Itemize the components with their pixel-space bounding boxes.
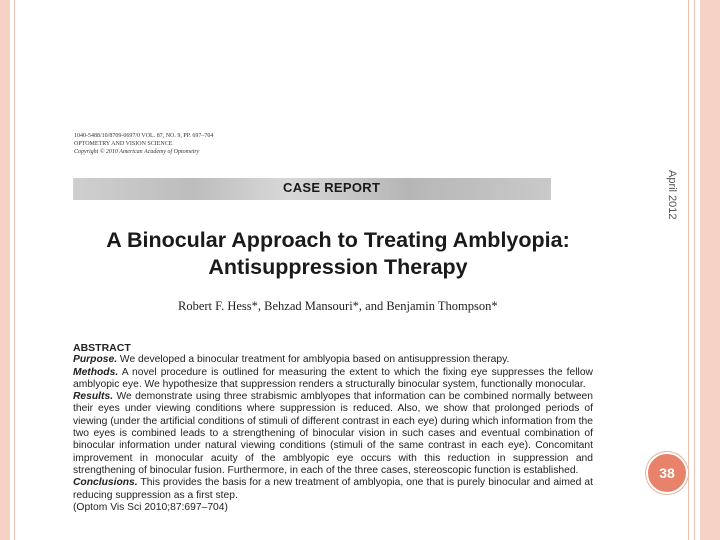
left-border-line: [14, 0, 15, 540]
copyright-line: Copyright © 2010 American Academy of Optometry: [74, 149, 200, 155]
right-border-band: [700, 0, 720, 540]
paper-title: [78, 227, 598, 281]
left-border-band: [0, 0, 10, 540]
abstract-citation: (Optom Vis Sci 2010;87:697–704): [73, 501, 228, 513]
methods-text: A novel procedure is outlined for measuring the extent to which the fixing eye suppresses the fellow amblyopic eye. We hypothesize that suppression renders a structurally binocular system, functionally monocular.: [73, 366, 593, 390]
abstract-purpose: [73, 354, 593, 366]
right-border-line: [688, 0, 689, 540]
author-list: Robert F. Hess*, Behzad Mansouri*, and Benjamin Thompson*: [178, 299, 498, 313]
purpose-label: Purpose.: [73, 354, 118, 366]
purpose-text: We developed a binocular treatment for amblyopia based on antisuppression therapy.: [117, 354, 510, 366]
results-label: Results.: [73, 391, 114, 403]
page-number-badge: 38: [646, 452, 688, 494]
conclusions-text: This provides the basis for a new treatment of amblyopia, one that is purely binocular and aimed at reducing suppression as a first step.: [73, 477, 593, 501]
slide-date: April 2012: [666, 170, 678, 220]
conclusions-label: Conclusions.: [73, 477, 138, 489]
abstract-conclusions: [73, 477, 593, 502]
title-line: A Binocular Approach to Treating Amblyopia:: [106, 228, 570, 252]
right-border-line-inner: [694, 0, 695, 540]
abstract-results: [73, 391, 593, 477]
journal-meta: [74, 132, 213, 156]
subtitle-line: Antisuppression Therapy: [208, 255, 468, 279]
abstract-heading: ABSTRACT: [73, 342, 131, 354]
section-label: CASE REPORT: [283, 180, 381, 195]
journal-meta-line: 1040-5488/10/8709-0697/0 VOL. 87, NO. 9, PP. 697–704: [74, 133, 214, 139]
abstract-methods: [73, 367, 593, 392]
methods-label: Methods.: [73, 366, 119, 378]
results-text: We demonstrate using three strabismic amblyopes that information can be combined normally between their eyes under viewing conditions where suppression is reduced. Also, we show that prolonged periods of viewing (under the artificial conditions of stimuli of different contrast in each eye) during which information from the two eyes is combined leads to a strengthening of binocular vision in such cases and eventual combination of binocular information under natural viewing conditions (stimuli of the same contrast in each eye). Concomitant improvement in monocular acuity of the amblyopic eye occurs with this reduction in suppression and strengthening of binocular fusion. Furthermore, in each of the three cases, stereoscopic function is established.: [73, 391, 593, 476]
abstract: [73, 342, 593, 514]
journal-name: OPTOMETRY AND VISION SCIENCE: [74, 141, 173, 147]
section-banner: [73, 178, 551, 200]
